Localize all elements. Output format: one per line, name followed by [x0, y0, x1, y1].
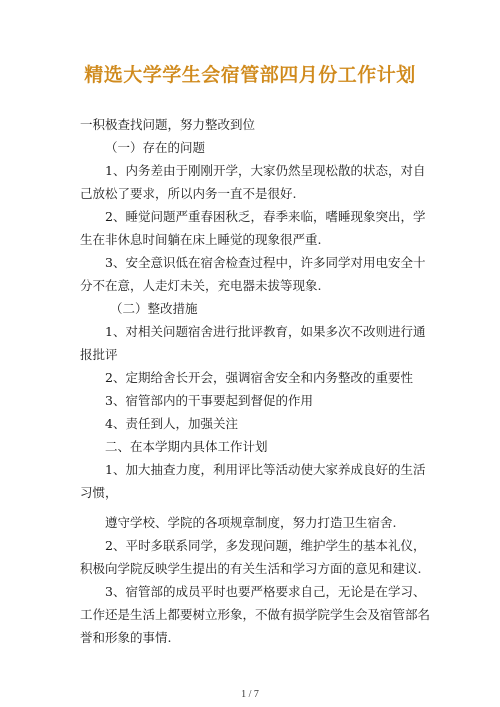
paragraph: 1、加大抽查力度，利用评比等活动使大家养成良好的生活习惯， — [80, 462, 426, 500]
paragraph: 3、宿管部的成员平时也要严格要求自己，无论是在学习、工作还是生活上都要树立形象，不做有损学院学生会及宿管部名誉和形象的事情. — [80, 584, 431, 645]
paragraph: 2、睡觉问题严重春困秋乏，春季来临，嗜睡现象突出，学生在非休息时间躺在床上睡觉的现象很严重. — [80, 209, 426, 247]
document-body — [80, 113, 432, 649]
paragraph: 2、平时多联系同学，多发现问题，维护学生的基本礼仪，积极向学院反映学生提出的有关生活和学习方面的意见和建议. — [80, 538, 426, 576]
paragraph: 遵守学校、学院的各项规章制度，努力打造卫生宿舍. — [105, 515, 397, 530]
subsection-heading: （一）存在的问题 — [105, 140, 206, 155]
section-heading: 二、在本学期内具体工作计划 — [105, 439, 268, 454]
paragraph: 1、内务差由于刚刚开学，大家仍然呈现松散的状态，对自己放松了要求，所以内务一直不是很好. — [80, 163, 426, 201]
paragraph: 3、宿管部内的干事要起到督促的作用 — [105, 393, 313, 408]
paragraph: 3、安全意识低在宿舍检查过程中，许多同学对用电安全十分不在意，人走灯未关，充电器未拔等现象. — [80, 255, 426, 293]
paragraph: 1、对相关问题宿舍进行批评教育，如果多次不改则进行通报批评 — [80, 324, 426, 362]
section-heading: 一积极查找问题，努力整改到位 — [80, 117, 256, 132]
page-number: 1 / 7 — [241, 689, 259, 700]
document-title: 精选大学学生会宿管部四月份工作计划 — [84, 64, 416, 86]
paragraph: 2、定期给舍长开会，强调宿舍安全和内务整改的重要性 — [105, 370, 413, 385]
paragraph: 4、责任到人，加强关注 — [105, 416, 238, 431]
subsection-heading: （二）整改措施 — [110, 301, 198, 316]
